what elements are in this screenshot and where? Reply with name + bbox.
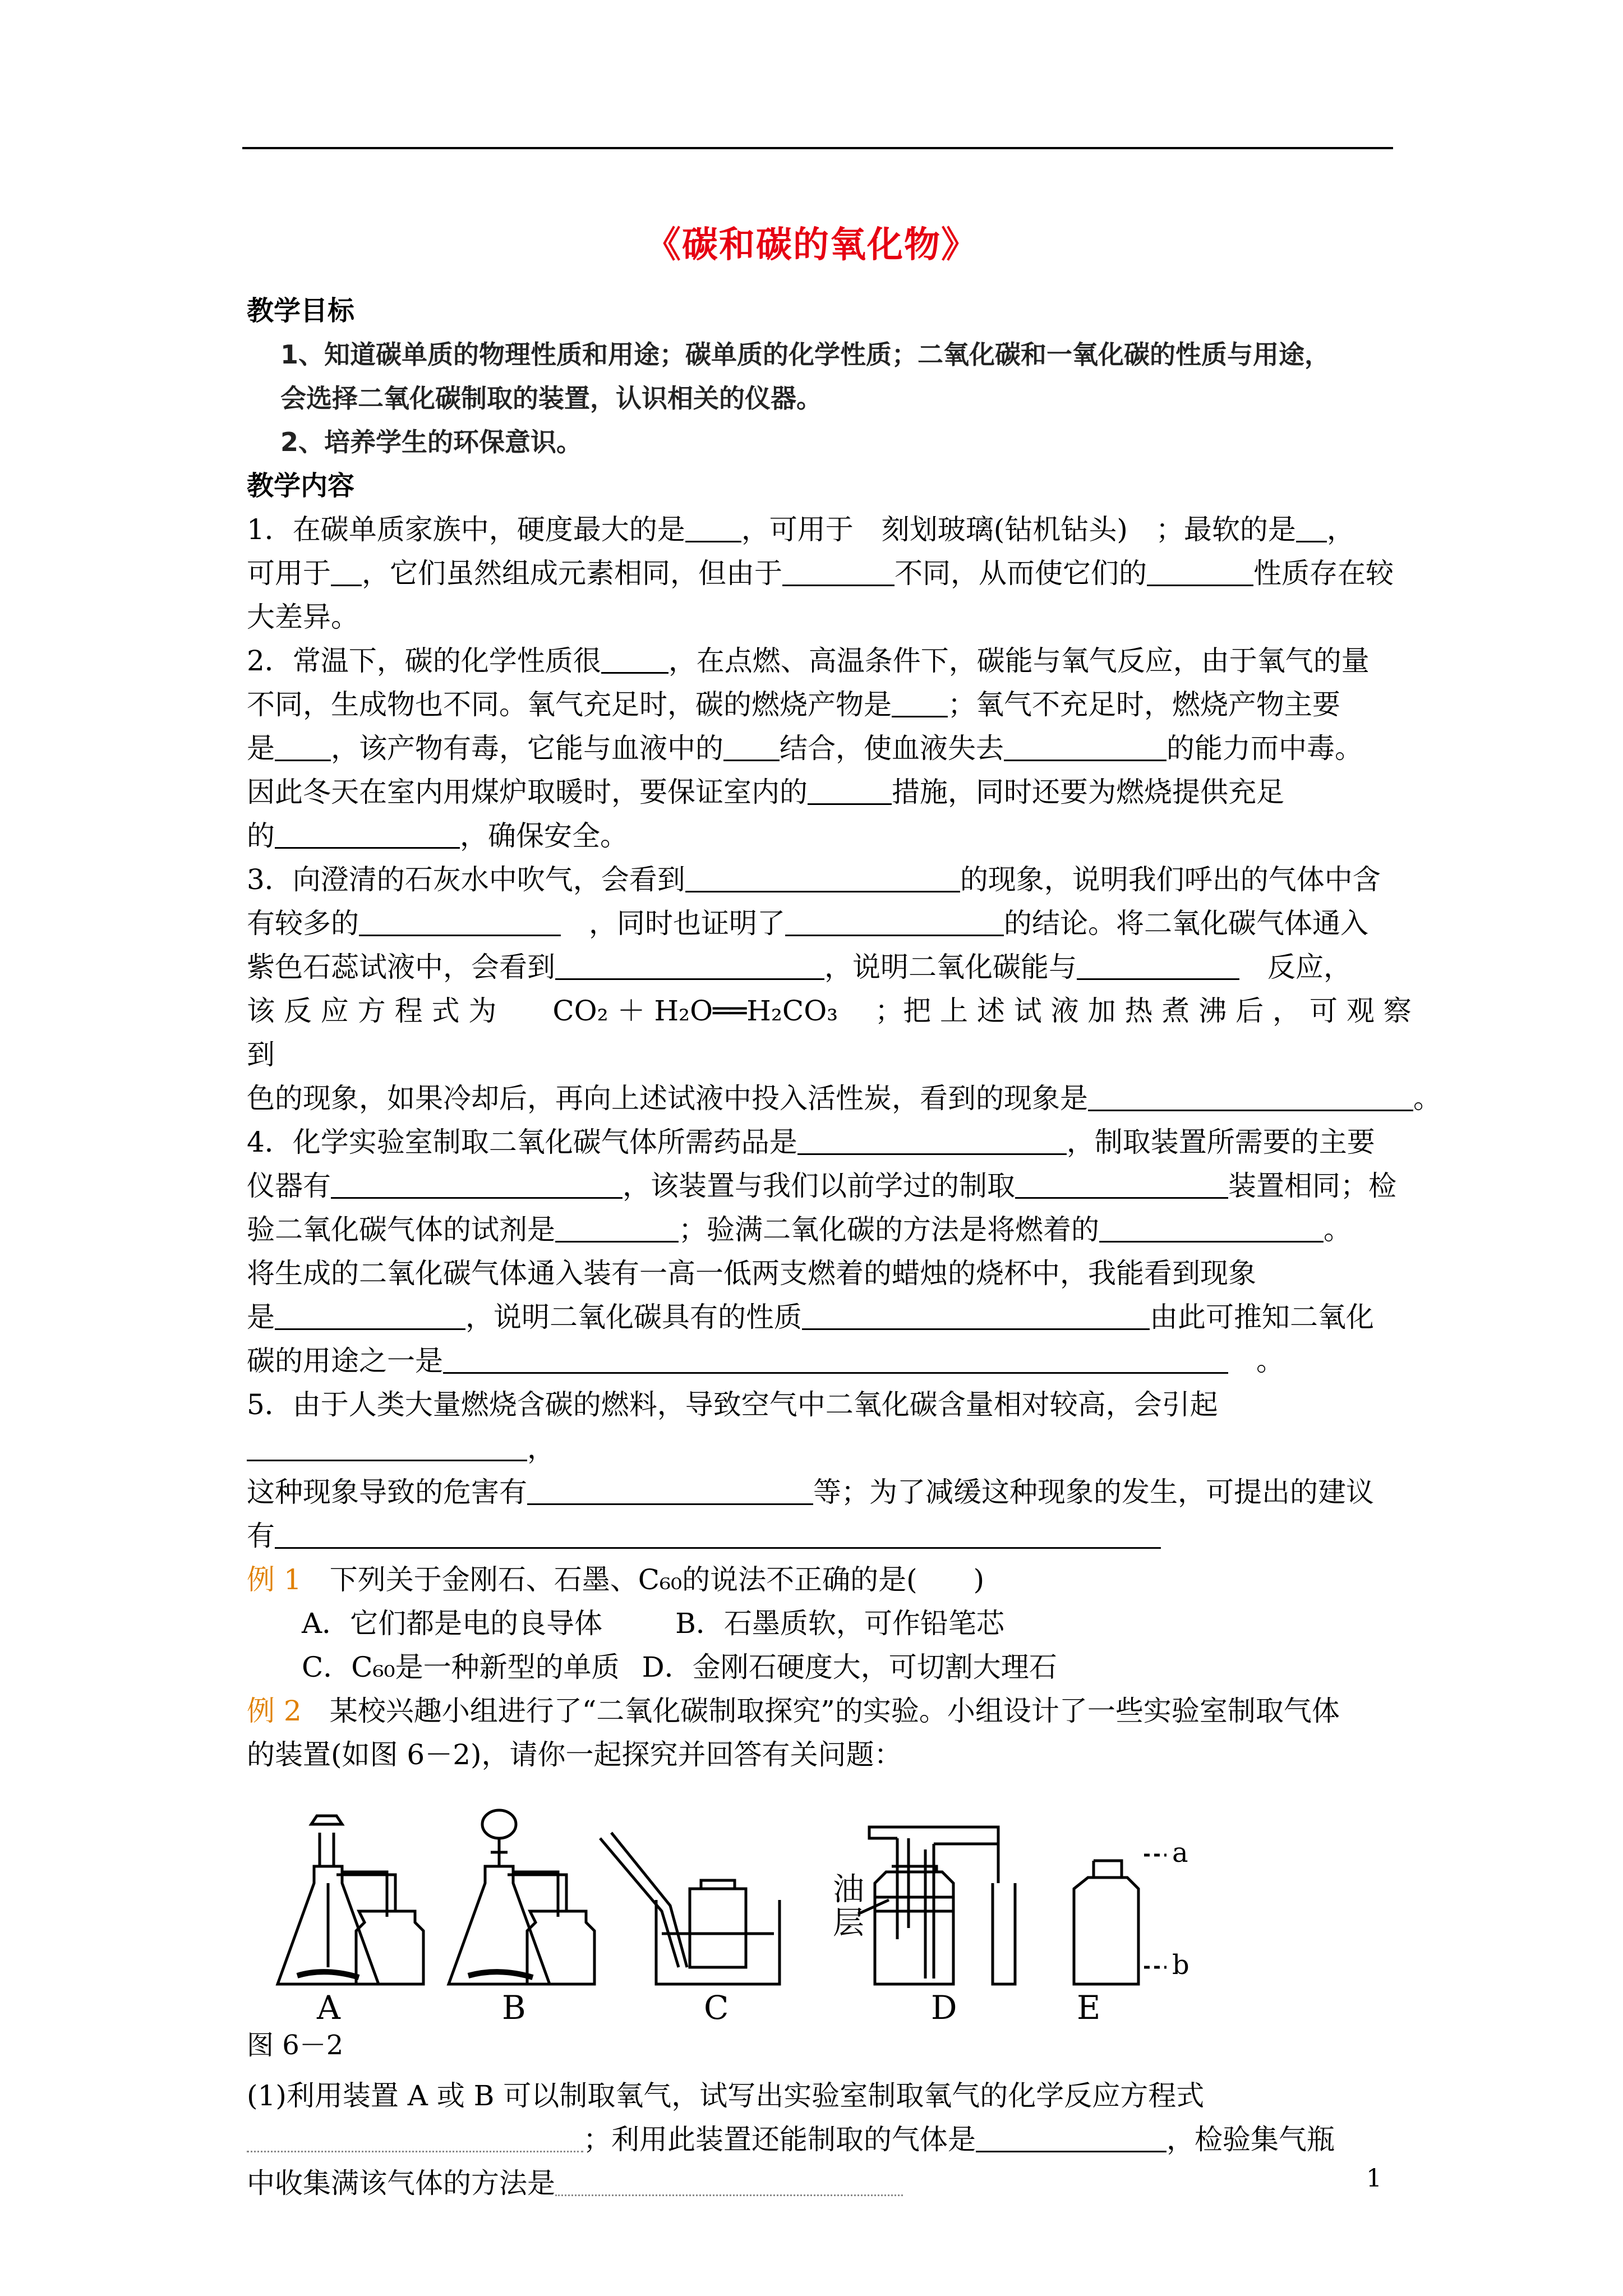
blank[interactable] [785, 907, 1004, 936]
blank[interactable] [797, 1125, 1067, 1155]
question-1: 1．在碳单质家族中，硬度最大的是 ，可用于 刻划玻璃(钻机钻头) ；最软的是 ， 可用于 ，它们虽然组成元素相同，但由于 不同，从而使它们的 性质存在较 大差异。 [247, 513, 1394, 633]
blank[interactable] [275, 819, 460, 849]
header-rule [242, 147, 1393, 149]
blank[interactable] [275, 1300, 465, 1330]
blank[interactable] [555, 950, 824, 980]
blank[interactable] [247, 1432, 527, 1461]
layer-label: 层 [833, 1905, 864, 1941]
blank[interactable] [1147, 556, 1253, 586]
blank[interactable] [685, 513, 741, 542]
blank[interactable] [555, 1213, 679, 1243]
mark-a: a [1172, 1837, 1188, 1869]
blank[interactable] [443, 1344, 1228, 1374]
apparatus-figure [252, 1799, 1402, 2023]
question-3: 3．向澄清的石灰水中吹气，会看到 的现象，说明我们呼出的气体中含 有较多的 ，同时也证明了 的结论。将二氧化碳气体通入 紫色石蕊试液中，会看到 ，说明二氧化碳能与 反应， 该 反 应 方 程 式 为 CO₂ ＋ H₂O══H₂CO₃ ；把 上 述 试 液 加 热 煮 沸 后 ， 可 观 察 到 色的现象，如果冷却后，再向上述试液中投入活性炭，看到的现象是 。 [247, 863, 1441, 1115]
figure-caption: 图 6－2 [247, 2030, 344, 2061]
document-body [247, 289, 1441, 2205]
option-d: D．金刚石硬度大，可切割大理石 [642, 1651, 1057, 1683]
blank[interactable] [331, 1169, 623, 1199]
page-title: 《碳和碳的氧化物》 [645, 224, 978, 266]
blank[interactable] [892, 688, 948, 717]
example-1: 例 1 下列关于金刚石、石墨、C₆₀的说法不正确的是( ) A．它们都是电的良导体 B．石墨质软，可作铅笔芯 C．C₆₀是一种新型的单质 D．金刚石硬度大，可切割大理石 [247, 1563, 1057, 1683]
blank[interactable] [359, 907, 561, 936]
sub-question-1: (1)利用装置 A 或 B 可以制取氧气，试写出实验室制取氧气的化学反应方程式 ；利用此装置还能制取的气体是 ，检验集气瓶 中收集满该气体的方法是 [247, 2079, 1335, 2200]
figure-label-e: E [1077, 1989, 1101, 2023]
apparatus-drawing [252, 1799, 1402, 2023]
question-5: 5．由于人类大量燃烧含碳的燃料，导致空气中二氧化碳含量相对较高，会引起， 这种现象导致的危害有 等；为了减缓这种现象的发生，可提出的建议 有 [247, 1388, 1374, 1552]
goal-1-line-2: 会选择二氧化碳制取的装置，认识相关的仪器。 [280, 383, 822, 413]
blank[interactable] [782, 556, 895, 586]
blank[interactable] [976, 2123, 1166, 2152]
goal-1-line-1: 1、知道碳单质的物理性质和用途；碳单质的化学性质；二氧化碳和一氧化碳的性质与用途， [280, 339, 1331, 370]
blank[interactable] [802, 1300, 1150, 1330]
blank[interactable] [275, 1519, 1161, 1549]
blank[interactable] [527, 1475, 813, 1505]
oil-label: 油 [833, 1871, 864, 1908]
blank[interactable] [331, 556, 362, 586]
blank[interactable] [1099, 1213, 1324, 1243]
figure-label-b: B [502, 1989, 526, 2023]
option-a: A．它们都是电的良导体 [302, 1607, 603, 1640]
blank[interactable] [685, 863, 960, 892]
figure-label-c: C [704, 1989, 729, 2023]
blank[interactable] [247, 2123, 583, 2152]
blank[interactable] [808, 775, 892, 805]
figure-label-a: A [317, 1989, 340, 2023]
content-heading: 教学内容 [247, 470, 355, 501]
example-2-label: 例 2 [247, 1695, 302, 1727]
blank[interactable] [601, 644, 668, 674]
blank[interactable] [1296, 513, 1327, 542]
page-number: 1 [1366, 2164, 1382, 2193]
question-4: 4．化学实验室制取二氧化碳气体所需药品是 ，制取装置所需要的主要 仪器有 ，该装置与我们以前学过的制取 装置相同；检 验二氧化碳气体的试剂是 ；验满二氧化碳的方法是将燃着的 。 将生成的二氧化碳气体通入装有一高一低两支燃着的蜡烛的烧杯中，我能看到现象 是 ，说明二氧化碳具有的性质 由此可推知二氧化 碳的用途之一是 。 [247, 1126, 1396, 1377]
mark-b: b [1172, 1949, 1189, 1981]
question-2: 2．常温下，碳的化学性质很 ，在点燃、高温条件下，碳能与氧气反应，由于氧气的量 不同，生成物也不同。氧气充足时，碳的燃烧产物是 ；氧气不充足时，燃烧产物主要 是 ，该产物有毒，它能与血液中的 结合，使血液失去 的能力而中毒。 因此冬天在室内用煤炉取暖时，要保证室内的 措施，同时还要为燃烧提供充足 的 ，确保安全。 [247, 645, 1370, 852]
option-b: B．石墨质软，可作铅笔芯 [675, 1607, 1004, 1640]
example-1-label: 例 1 [247, 1563, 302, 1596]
blank[interactable] [1088, 1082, 1413, 1111]
goal-2: 2、培养学生的环保意识。 [280, 427, 583, 457]
blank[interactable] [275, 731, 331, 761]
goals-heading: 教学目标 [247, 295, 355, 326]
goal-1 [247, 333, 1441, 420]
figure-label-d: D [931, 1989, 957, 2023]
blank[interactable] [723, 731, 780, 761]
blank[interactable] [555, 2166, 903, 2196]
blank[interactable] [1015, 1169, 1228, 1199]
blank[interactable] [1004, 731, 1166, 761]
blank[interactable] [1077, 950, 1239, 980]
option-c: C．C₆₀是一种新型的单质 [302, 1651, 620, 1683]
example-2: 例 2 某校兴趣小组进行了“二氧化碳制取探究”的实验。小组设计了一些实验室制取气体 的装置(如图 6－2)，请你一起探究并回答有关问题： [247, 1695, 1340, 1771]
